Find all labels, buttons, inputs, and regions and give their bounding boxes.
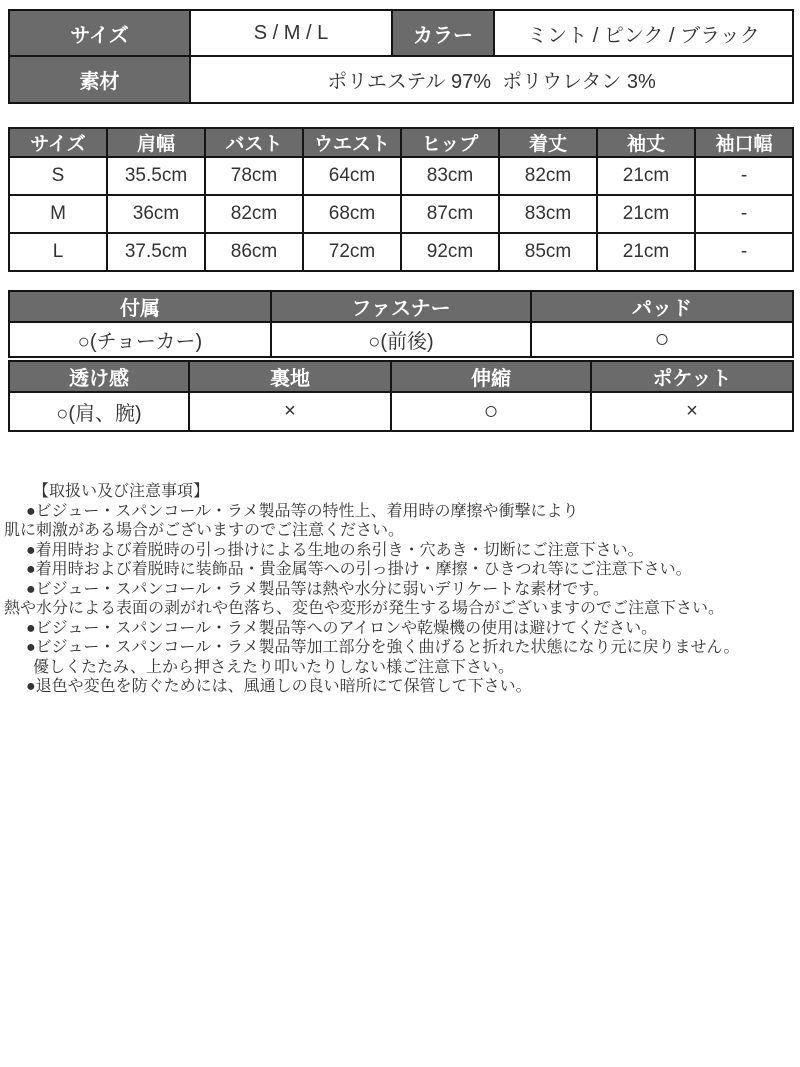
cell: 21cm <box>597 233 695 271</box>
cell: - <box>695 233 793 271</box>
fastener-value: ○(前後) <box>271 322 531 357</box>
care-notes <box>0 482 800 697</box>
care-note-line: 肌に刺激がある場合がございますのでご注意ください。 <box>4 522 405 539</box>
col-shoulder-header: 肩幅 <box>107 128 205 157</box>
size-chart-row-m <box>9 195 793 233</box>
cell: 21cm <box>597 195 695 233</box>
col-size-header: サイズ <box>9 128 107 157</box>
cell: 37.5cm <box>107 233 205 271</box>
care-note-line: 優しくたたみ、上から押さえたり叩いたりしない様ご注意下さい。 <box>33 658 514 676</box>
care-note-line: ●ビジュー・スパンコール・ラメ製品等は熱や水分に弱いデリケートな素材です。 <box>26 580 609 598</box>
material-value-cell: ポリエステル 97% ポリウレタン 3% <box>190 56 793 103</box>
cell: - <box>695 195 793 233</box>
product-options-table <box>8 9 794 104</box>
cell: 35.5cm <box>107 157 205 195</box>
cell: 68cm <box>303 195 401 233</box>
cell: 21cm <box>597 157 695 195</box>
col-waist-header: ウエスト <box>303 128 401 157</box>
size-chart-header-row <box>9 128 793 157</box>
cell: 72cm <box>303 233 401 271</box>
care-note-line: 熱や水分による表面の剥がれや色落ち、変色や変形が発生する場合がございますのでご注意下さい。 <box>4 600 725 617</box>
cell: 82cm <box>205 195 303 233</box>
accessory-value: ○(チョーカー) <box>9 322 271 357</box>
size-label-cell: サイズ <box>9 10 190 56</box>
care-note-line: ●ビジュー・スパンコール・ラメ製品等へのアイロンや乾燥機の使用は避けてください。 <box>26 619 658 637</box>
care-note-line: ●着用時および着脱時の引っ掛けによる生地の糸引き・穴あき・切断にご注意下さい。 <box>26 541 644 559</box>
col-hip-header: ヒップ <box>401 128 499 157</box>
cell: 36cm <box>107 195 205 233</box>
care-note-line: ●着用時および着脱時に装飾品・貴金属等への引っ掛け・摩擦・ひきつれ等にご注意下さい。 <box>26 561 692 578</box>
size-chart-row-l <box>9 233 793 271</box>
material-label-cell: 素材 <box>9 56 190 103</box>
features-bottom-value-row <box>9 392 793 431</box>
fastener-header: ファスナー <box>271 291 531 322</box>
col-length-header: 着丈 <box>499 128 597 157</box>
features-bottom-header-row <box>9 361 793 392</box>
size-value-cell: S / M / L <box>190 10 392 56</box>
col-cuff-header: 袖口幅 <box>695 128 793 157</box>
care-note-line: ●ビジュー・スパンコール・ラメ製品等の特性上、着用時の摩擦や衝撃により <box>26 502 579 520</box>
features-table-top <box>8 290 794 358</box>
cell: - <box>695 157 793 195</box>
stretch-header: 伸縮 <box>391 361 591 392</box>
features-top-value-row <box>9 322 793 357</box>
cell: 82cm <box>499 157 597 195</box>
cell: 86cm <box>205 233 303 271</box>
features-table-bottom <box>8 360 794 432</box>
pocket-header: ポケット <box>591 361 793 392</box>
cell: 83cm <box>401 157 499 195</box>
features-top-header-row <box>9 291 793 322</box>
cell: L <box>9 233 107 271</box>
care-notes-title: 【取扱い及び注意事項】 <box>33 483 210 500</box>
lining-header: 裏地 <box>189 361 391 392</box>
material-row <box>9 56 793 103</box>
cell: 83cm <box>499 195 597 233</box>
cell: M <box>9 195 107 233</box>
cell: 87cm <box>401 195 499 233</box>
col-sleeve-header: 袖丈 <box>597 128 695 157</box>
stretch-value: ○ <box>391 392 591 431</box>
color-label-cell: カラー <box>392 10 494 56</box>
care-note-line: ●退色や変色を防ぐためには、風通しの良い暗所にて保管して下さい。 <box>26 678 532 695</box>
sheerness-header: 透け感 <box>9 361 189 392</box>
size-color-row <box>9 10 793 56</box>
lining-value: × <box>189 392 391 431</box>
pad-header: パッド <box>531 291 793 322</box>
color-value-cell: ミント / ピンク / ブラック <box>494 10 793 56</box>
pocket-value: × <box>591 392 793 431</box>
accessory-header: 付属 <box>9 291 271 322</box>
care-note-line: ●ビジュー・スパンコール・ラメ製品等加工部分を強く曲げると折れた状態になり元に戻りません。 <box>26 639 740 656</box>
col-bust-header: バスト <box>205 128 303 157</box>
cell: S <box>9 157 107 195</box>
cell: 85cm <box>499 233 597 271</box>
sheerness-value: ○(肩、腕) <box>9 392 189 431</box>
size-chart-row-s <box>9 157 793 195</box>
cell: 64cm <box>303 157 401 195</box>
size-chart-table <box>8 127 794 272</box>
pad-value: ○ <box>531 322 793 357</box>
cell: 92cm <box>401 233 499 271</box>
cell: 78cm <box>205 157 303 195</box>
